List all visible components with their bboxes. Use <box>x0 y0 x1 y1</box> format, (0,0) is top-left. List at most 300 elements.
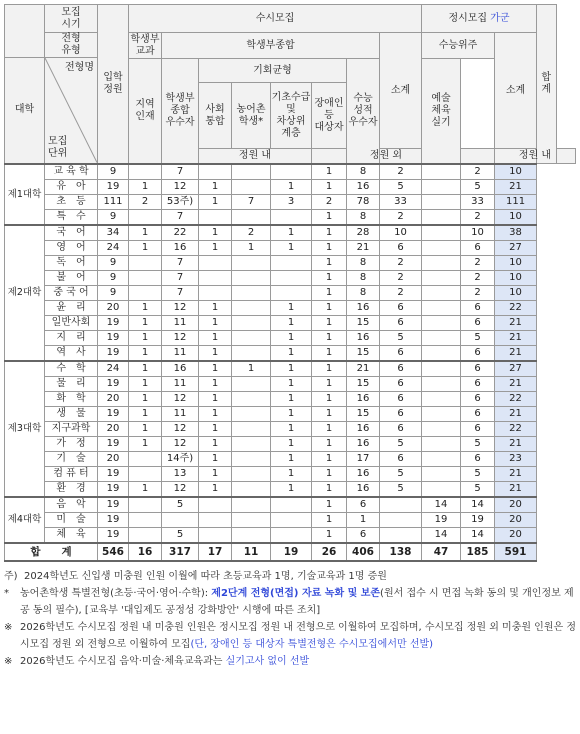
cell-total: 111 <box>495 194 537 209</box>
cell-total: 10 <box>495 285 537 300</box>
cell-total: 22 <box>495 300 537 315</box>
cell-excellent: 14주) <box>162 451 199 466</box>
cell-basic: 3 <box>271 194 312 209</box>
unit-name: 화 학 <box>45 391 98 406</box>
table-row <box>5 285 576 300</box>
unit-name: 영 어 <box>45 240 98 255</box>
cell-csat: 2 <box>380 255 422 270</box>
cell-excellent: 11 <box>162 315 199 330</box>
cell-sub2: 10 <box>461 225 495 241</box>
cell-csat: 6 <box>380 240 422 255</box>
cell-regional: 1 <box>129 436 162 451</box>
unit-name: 역 사 <box>45 345 98 361</box>
header-out-quota: 정원 외 <box>312 149 461 164</box>
cell-disabled: 1 <box>312 376 347 391</box>
unit-name: 독 어 <box>45 255 98 270</box>
cell-sub2: 6 <box>461 376 495 391</box>
cell-basic: 1 <box>271 421 312 436</box>
admission-quota-table <box>4 4 576 562</box>
cell-sub1: 15 <box>347 345 380 361</box>
cell-arts: 14 <box>422 527 461 543</box>
cell-regional <box>129 270 162 285</box>
cell-sub2: 6 <box>461 421 495 436</box>
cell-disabled: 1 <box>312 345 347 361</box>
cell-sub1: 16 <box>347 466 380 481</box>
cell-total: 22 <box>495 421 537 436</box>
unit-name: 물 리 <box>45 376 98 391</box>
note-3-text <box>20 619 576 653</box>
cell-social: 1 <box>199 406 232 421</box>
cell-social: 1 <box>199 481 232 497</box>
cell-social: 1 <box>199 436 232 451</box>
cell-quota: 9 <box>98 285 129 300</box>
cell-basic <box>271 255 312 270</box>
cell-basic: 1 <box>271 330 312 345</box>
cell-arts: 14 <box>422 497 461 513</box>
cell-social: 1 <box>199 361 232 377</box>
cell-arts <box>422 300 461 315</box>
cell-sub1: 16 <box>347 330 380 345</box>
cell-rural <box>232 330 271 345</box>
cell-total: 21 <box>495 376 537 391</box>
cell-csat: 6 <box>380 300 422 315</box>
cell-regional: 1 <box>129 300 162 315</box>
cell-excellent: 12 <box>162 436 199 451</box>
header-susi: 수시모집 <box>129 5 422 33</box>
cell-sub2: 5 <box>461 436 495 451</box>
cell-disabled: 1 <box>312 315 347 330</box>
cell-sub1: 8 <box>347 285 380 300</box>
cell-quota: 24 <box>98 361 129 377</box>
cell-sub2: 6 <box>461 391 495 406</box>
table-row <box>5 466 576 481</box>
cell-social: 1 <box>199 225 232 241</box>
note-2-text <box>20 585 576 619</box>
totals-rural: 11 <box>232 543 271 561</box>
cell-arts <box>422 164 461 180</box>
cell-arts <box>422 179 461 194</box>
totals-sub1: 406 <box>347 543 380 561</box>
note-1 <box>4 568 576 585</box>
header-subject-type: 학생부 교과 <box>129 33 162 59</box>
header-opportunity: 기회균형 <box>199 59 347 83</box>
cell-rural <box>232 179 271 194</box>
cell-disabled: 1 <box>312 512 347 527</box>
cell-regional <box>129 164 162 180</box>
cell-rural <box>232 527 271 543</box>
cell-sub2: 5 <box>461 466 495 481</box>
cell-disabled: 1 <box>312 255 347 270</box>
cell-sub2: 6 <box>461 361 495 377</box>
cell-quota: 19 <box>98 512 129 527</box>
cell-arts <box>422 451 461 466</box>
cell-csat <box>380 497 422 513</box>
cell-disabled: 1 <box>312 240 347 255</box>
cell-regional <box>129 466 162 481</box>
table-row <box>5 330 576 345</box>
cell-total: 21 <box>495 466 537 481</box>
cell-disabled: 1 <box>312 481 347 497</box>
cell-rural <box>232 406 271 421</box>
cell-regional <box>129 512 162 527</box>
header-quota: 입학 정원 <box>98 5 129 164</box>
totals-quota: 546 <box>98 543 129 561</box>
cell-rural <box>232 285 271 300</box>
cell-total: 21 <box>495 179 537 194</box>
cell-csat <box>380 527 422 543</box>
cell-disabled: 2 <box>312 194 347 209</box>
header-univ: 대학 <box>5 58 45 164</box>
cell-social <box>199 255 232 270</box>
cell-quota: 24 <box>98 240 129 255</box>
table-row <box>5 512 576 527</box>
cell-csat: 2 <box>380 285 422 300</box>
unit-name: 컴 퓨 터 <box>45 466 98 481</box>
cell-sub2: 2 <box>461 209 495 225</box>
cell-excellent: 7 <box>162 164 199 180</box>
table-row <box>5 164 576 180</box>
cell-sub1: 8 <box>347 164 380 180</box>
cell-csat: 2 <box>380 209 422 225</box>
cell-rural <box>232 300 271 315</box>
cell-rural: 2 <box>232 225 271 241</box>
cell-sub2: 2 <box>461 255 495 270</box>
cell-total: 21 <box>495 406 537 421</box>
cell-basic <box>271 497 312 513</box>
cell-disabled: 1 <box>312 300 347 315</box>
cell-excellent: 11 <box>162 406 199 421</box>
cell-total: 21 <box>495 345 537 361</box>
cell-csat <box>380 512 422 527</box>
cell-excellent: 11 <box>162 376 199 391</box>
cell-csat: 6 <box>380 421 422 436</box>
cell-social <box>199 164 232 180</box>
cell-sub1: 16 <box>347 421 380 436</box>
cell-basic <box>271 512 312 527</box>
cell-csat: 5 <box>380 330 422 345</box>
cell-arts <box>422 376 461 391</box>
cell-rural <box>232 164 271 180</box>
cell-social: 1 <box>199 330 232 345</box>
cell-regional: 1 <box>129 225 162 241</box>
cell-basic: 1 <box>271 240 312 255</box>
cell-rural <box>232 376 271 391</box>
cell-rural <box>232 481 271 497</box>
cell-quota: 20 <box>98 421 129 436</box>
cell-sub2: 2 <box>461 285 495 300</box>
cell-disabled: 1 <box>312 225 347 241</box>
cell-sub1: 16 <box>347 179 380 194</box>
cell-quota: 9 <box>98 209 129 225</box>
cell-total: 21 <box>495 481 537 497</box>
cell-excellent: 16 <box>162 361 199 377</box>
cell-excellent: 12 <box>162 481 199 497</box>
cell-regional: 2 <box>129 194 162 209</box>
cell-disabled: 1 <box>312 209 347 225</box>
header-in-quota-2: 정원 내 <box>495 149 576 164</box>
unit-name: 기 술 <box>45 451 98 466</box>
header-subtotal1: 소계 <box>380 33 422 149</box>
totals-excellent: 317 <box>162 543 199 561</box>
cell-social <box>199 270 232 285</box>
notes <box>4 568 576 670</box>
cell-csat: 2 <box>380 270 422 285</box>
cell-regional: 1 <box>129 361 162 377</box>
unit-name: 미 술 <box>45 512 98 527</box>
note-1-text: 2024학년도 신입생 미충원 인원 이월에 따라 초등교육과 1명, 기술교육과 1명 증원 <box>24 570 387 582</box>
cell-arts <box>422 406 461 421</box>
cell-quota: 19 <box>98 345 129 361</box>
cell-rural <box>232 270 271 285</box>
table-row <box>5 270 576 285</box>
cell-rural <box>232 255 271 270</box>
cell-basic <box>271 209 312 225</box>
cell-regional: 1 <box>129 179 162 194</box>
cell-quota: 34 <box>98 225 129 241</box>
cell-total: 21 <box>495 315 537 330</box>
cell-excellent: 12 <box>162 421 199 436</box>
cell-social <box>199 497 232 513</box>
cell-sub2: 6 <box>461 300 495 315</box>
cell-csat: 6 <box>380 315 422 330</box>
cell-basic: 1 <box>271 179 312 194</box>
page <box>4 4 576 670</box>
cell-disabled: 1 <box>312 164 347 180</box>
cell-csat: 33 <box>380 194 422 209</box>
cell-regional <box>129 255 162 270</box>
cell-csat: 5 <box>380 436 422 451</box>
note-4-text <box>20 653 576 670</box>
cell-regional: 1 <box>129 421 162 436</box>
cell-disabled: 1 <box>312 270 347 285</box>
note-1-mark: 주) <box>4 570 18 582</box>
cell-basic: 1 <box>271 406 312 421</box>
cell-sub1: 17 <box>347 451 380 466</box>
cell-rural: 1 <box>232 240 271 255</box>
cell-total: 20 <box>495 512 537 527</box>
header-basic: 기초수급 및 차상위 계층 <box>271 83 312 149</box>
unit-name: 지 리 <box>45 330 98 345</box>
cell-sub2: 2 <box>461 270 495 285</box>
unit-name: 일반사회 <box>45 315 98 330</box>
college-name: 제2대학 <box>5 225 45 361</box>
cell-disabled: 1 <box>312 421 347 436</box>
cell-sub2: 14 <box>461 497 495 513</box>
cell-basic: 1 <box>271 436 312 451</box>
cell-csat: 6 <box>380 451 422 466</box>
cell-sub1: 8 <box>347 270 380 285</box>
cell-csat: 5 <box>380 179 422 194</box>
cell-basic: 1 <box>271 451 312 466</box>
cell-sub2: 5 <box>461 330 495 345</box>
unit-name: 교 육 학 <box>45 164 98 180</box>
table-row <box>5 497 576 513</box>
table-row <box>5 209 576 225</box>
cell-quota: 19 <box>98 481 129 497</box>
table-row <box>5 361 576 377</box>
cell-arts <box>422 421 461 436</box>
table-row <box>5 527 576 543</box>
cell-total: 10 <box>495 270 537 285</box>
cell-basic <box>271 527 312 543</box>
cell-arts <box>422 481 461 497</box>
table-body <box>5 164 576 543</box>
cell-basic: 1 <box>271 315 312 330</box>
cell-total: 21 <box>495 330 537 345</box>
cell-basic: 1 <box>271 361 312 377</box>
totals-social: 17 <box>199 543 232 561</box>
cell-sub1: 21 <box>347 361 380 377</box>
cell-basic: 1 <box>271 300 312 315</box>
cell-sub1: 15 <box>347 315 380 330</box>
unit-name: 음 악 <box>45 497 98 513</box>
unit-name: 특 수 <box>45 209 98 225</box>
cell-social: 1 <box>199 376 232 391</box>
note-4-highlight: 실기고사 없이 선발 <box>225 655 310 667</box>
table-row <box>5 451 576 466</box>
cell-sub1: 16 <box>347 300 380 315</box>
cell-disabled: 1 <box>312 330 347 345</box>
cell-total: 10 <box>495 255 537 270</box>
cell-basic <box>271 164 312 180</box>
cell-csat: 5 <box>380 481 422 497</box>
cell-sub1: 15 <box>347 406 380 421</box>
table-row <box>5 315 576 330</box>
cell-csat: 6 <box>380 391 422 406</box>
cell-regional: 1 <box>129 376 162 391</box>
table-row <box>5 194 576 209</box>
cell-quota: 19 <box>98 436 129 451</box>
cell-rural <box>232 451 271 466</box>
cell-social: 1 <box>199 300 232 315</box>
cell-rural <box>232 512 271 527</box>
cell-arts <box>422 345 461 361</box>
cell-regional <box>129 285 162 300</box>
header-corner-unit: 모집 단위 <box>48 135 68 159</box>
cell-total: 23 <box>495 451 537 466</box>
cell-sub1: 78 <box>347 194 380 209</box>
cell-total: 20 <box>495 527 537 543</box>
cell-csat: 5 <box>380 466 422 481</box>
cell-sub2: 2 <box>461 164 495 180</box>
cell-rural: 7 <box>232 194 271 209</box>
header-jeongsi <box>422 5 537 33</box>
cell-basic <box>271 270 312 285</box>
cell-csat: 6 <box>380 361 422 377</box>
cell-regional: 1 <box>129 391 162 406</box>
cell-sub2: 6 <box>461 451 495 466</box>
cell-total: 22 <box>495 391 537 406</box>
header-corner-diagonal <box>45 58 98 164</box>
cell-social: 1 <box>199 451 232 466</box>
unit-name: 환 경 <box>45 481 98 497</box>
cell-basic: 1 <box>271 376 312 391</box>
cell-quota: 20 <box>98 391 129 406</box>
cell-disabled: 1 <box>312 451 347 466</box>
cell-total: 27 <box>495 240 537 255</box>
cell-excellent: 16 <box>162 240 199 255</box>
cell-disabled: 1 <box>312 179 347 194</box>
header-rural: 농어촌 학생* <box>232 83 271 149</box>
unit-name: 가 정 <box>45 436 98 451</box>
note-3 <box>4 619 576 653</box>
cell-csat: 6 <box>380 376 422 391</box>
cell-social: 1 <box>199 194 232 209</box>
cell-sub2: 5 <box>461 179 495 194</box>
cell-excellent: 7 <box>162 255 199 270</box>
cell-disabled: 1 <box>312 527 347 543</box>
cell-sub1: 8 <box>347 209 380 225</box>
cell-sub1: 28 <box>347 225 380 241</box>
cell-excellent <box>162 512 199 527</box>
header-csat-excellent: 수능 성적 우수자 <box>347 59 380 164</box>
cell-arts <box>422 285 461 300</box>
cell-excellent: 22 <box>162 225 199 241</box>
unit-name: 지구과학 <box>45 421 98 436</box>
cell-social: 1 <box>199 391 232 406</box>
cell-regional: 1 <box>129 406 162 421</box>
cell-quota: 9 <box>98 255 129 270</box>
unit-name: 국 어 <box>45 225 98 241</box>
cell-disabled: 1 <box>312 285 347 300</box>
cell-sub1: 21 <box>347 240 380 255</box>
cell-arts <box>422 315 461 330</box>
table-row <box>5 481 576 497</box>
cell-sub2: 6 <box>461 406 495 421</box>
note-4-mark: ※ <box>4 655 13 667</box>
cell-disabled: 1 <box>312 436 347 451</box>
cell-sub2: 14 <box>461 527 495 543</box>
table-row <box>5 421 576 436</box>
unit-name: 초 등 <box>45 194 98 209</box>
unit-name: 생 물 <box>45 406 98 421</box>
header-total: 합계 <box>537 5 556 164</box>
cell-arts <box>422 255 461 270</box>
cell-rural <box>232 421 271 436</box>
unit-name: 윤 리 <box>45 300 98 315</box>
table-row <box>5 179 576 194</box>
cell-disabled: 1 <box>312 466 347 481</box>
header-jeongsi-group: 가군 <box>490 12 510 24</box>
note-3-mark: ※ <box>4 621 13 633</box>
totals-csat: 138 <box>380 543 422 561</box>
cell-social: 1 <box>199 240 232 255</box>
cell-arts <box>422 209 461 225</box>
college-name: 제4대학 <box>5 497 45 543</box>
cell-excellent: 12 <box>162 179 199 194</box>
table-row <box>5 376 576 391</box>
cell-social <box>199 209 232 225</box>
cell-basic: 1 <box>271 345 312 361</box>
cell-arts <box>422 330 461 345</box>
cell-social <box>199 512 232 527</box>
header-csat-focus: 수능위주 <box>422 33 495 59</box>
cell-quota: 19 <box>98 179 129 194</box>
cell-sub2: 33 <box>461 194 495 209</box>
table-row <box>5 225 576 241</box>
cell-rural <box>232 209 271 225</box>
cell-social: 1 <box>199 466 232 481</box>
note-2 <box>4 585 576 619</box>
note-3-pre: 2026학년도 수시모집 정원 내 미충원 인원은 정시모집 정원 내 전형으로 이월하여 모집하며, 수시모집 정원 외 미충원 인원은 정시모집 정원 외 전형으로 이월하여 모집 <box>20 621 577 650</box>
cell-rural <box>232 436 271 451</box>
cell-excellent: 7 <box>162 209 199 225</box>
totals-total: 591 <box>495 543 537 561</box>
cell-quota: 19 <box>98 315 129 330</box>
cell-sub2: 6 <box>461 315 495 330</box>
totals-row <box>5 543 576 561</box>
cell-arts <box>422 240 461 255</box>
